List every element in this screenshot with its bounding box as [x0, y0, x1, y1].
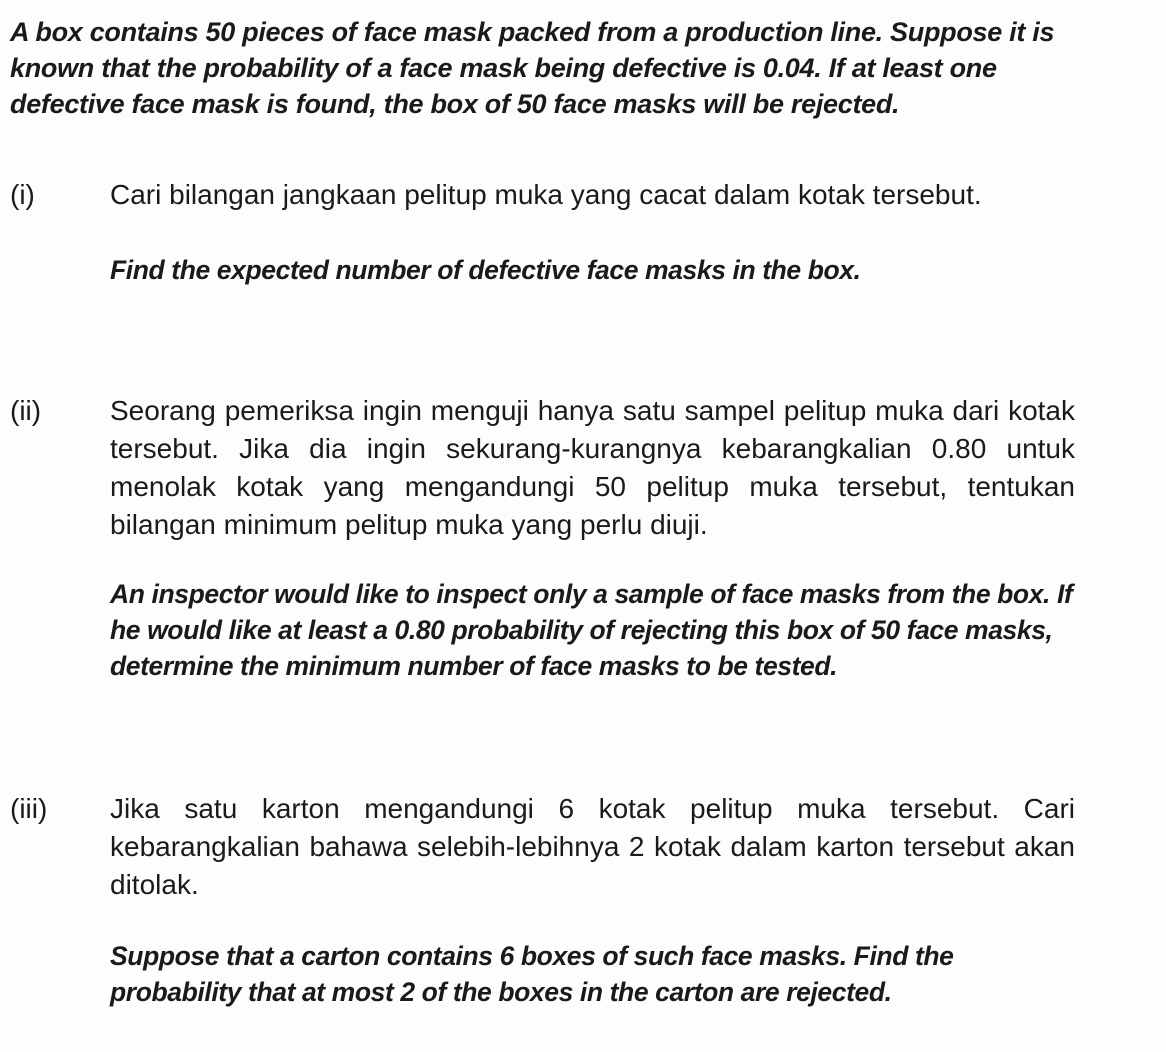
- part-body: [110, 392, 1075, 684]
- part-label: (i): [10, 179, 35, 210]
- english-text: An inspector would like to inspect only a sample of face masks from the box. If he would like at least a 0.80 probability of rejecting this box of 50 face masks, determine the minimum number of face masks to be tested.: [110, 579, 1073, 681]
- english-text: Suppose that a carton contains 6 boxes of such face masks. Find the probability that at most 2 of the boxes in the carton are rejected.: [110, 941, 954, 1007]
- part-label: (ii): [10, 395, 42, 426]
- part-label: (iii): [10, 793, 48, 824]
- malay-text: Jika satu karton mengandungi 6 kotak pelitup muka tersebut. Cari kebarangkalian bahawa selebih-lebihnya 2 kotak dalam karton tersebut akan ditolak.: [110, 793, 1075, 900]
- malay-text: Cari bilangan jangkaan pelitup muka yang cacat dalam kotak tersebut.: [110, 179, 982, 210]
- question-intro: A box contains 50 pieces of face mask packed from a production line. Suppose it is known that the probability of a face mask being defective is 0.04. If at least one defective face mask is found, the box of 50 face masks will be rejected.: [10, 17, 1055, 119]
- part-body: [110, 790, 1075, 1010]
- english-text: Find the expected number of defective face masks in the box.: [110, 255, 861, 285]
- malay-text: Seorang pemeriksa ingin menguji hanya satu sampel pelitup muka dari kotak tersebut. Jika dia ingin sekurang-kurangnya kebarangkalian 0.80 untuk menolak kotak yang mengandungi 50 pelitup muka tersebut, tentukan bilangan minimum pelitup muka yang perlu diuji.: [110, 395, 1075, 540]
- part-body: [110, 176, 1075, 288]
